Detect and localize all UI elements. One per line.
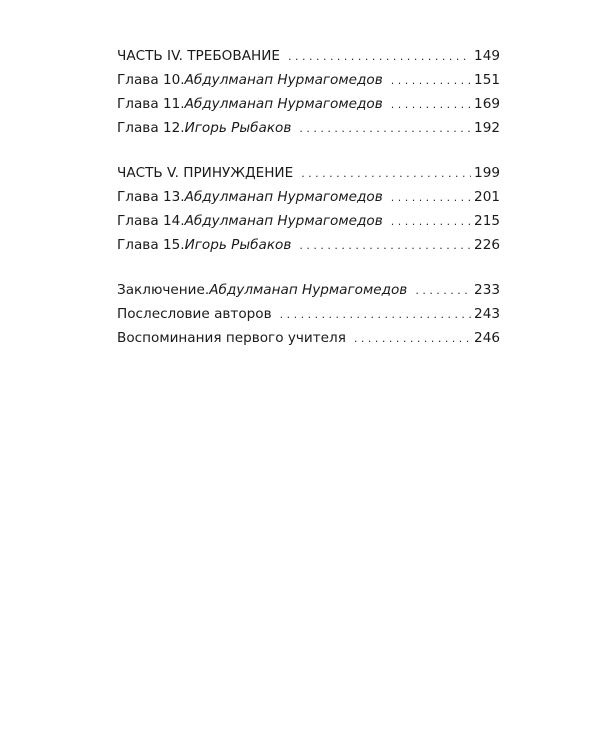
toc-entry-chapter-12 xyxy=(117,116,500,140)
dot-leader xyxy=(299,234,471,258)
toc-page-number: 149 xyxy=(474,48,500,64)
toc-entry-title: Глава 15. xyxy=(117,237,185,253)
dot-leader xyxy=(301,162,471,186)
toc-page-number: 246 xyxy=(474,330,500,346)
dot-leader xyxy=(391,186,471,210)
dot-leader xyxy=(415,279,471,303)
dot-leader xyxy=(280,303,471,327)
toc-page-number: 233 xyxy=(474,282,500,298)
toc-section-part-5 xyxy=(117,161,500,257)
toc-page-number: 199 xyxy=(474,165,500,181)
toc-entry-title: ЧАСТЬ IV. ТРЕБОВАНИЕ xyxy=(117,48,280,64)
toc-page-number: 192 xyxy=(474,120,500,136)
toc-entry-author: Абдулманап Нурмагомедов xyxy=(184,72,383,88)
dot-leader xyxy=(299,117,471,141)
toc-entry-author: Абдулманап Нурмагомедов xyxy=(209,282,408,298)
toc-entry-author: Абдулманап Нурмагомедов xyxy=(184,189,383,205)
toc-entry-title: Глава 10. xyxy=(117,72,185,88)
toc-entry-chapter-10 xyxy=(117,68,500,92)
toc-entry-author: Игорь Рыбаков xyxy=(184,237,292,253)
toc-entry-afterword xyxy=(117,302,500,326)
table-of-contents xyxy=(117,44,500,371)
toc-entry-chapter-15 xyxy=(117,233,500,257)
toc-entry-title: Послесловие авторов xyxy=(117,306,272,322)
dot-leader xyxy=(391,210,471,234)
toc-entry-conclusion xyxy=(117,278,500,302)
toc-entry-title: Глава 11. xyxy=(117,96,185,112)
toc-entry-title: Глава 12. xyxy=(117,120,185,136)
toc-entry-title: Воспоминания первого учителя xyxy=(117,330,346,346)
toc-page-number: 169 xyxy=(474,96,500,112)
toc-page-number: 243 xyxy=(474,306,500,322)
dot-leader xyxy=(354,327,471,351)
toc-entry-title: Заключение. xyxy=(117,282,210,298)
dot-leader xyxy=(288,45,471,69)
toc-page-number: 215 xyxy=(474,213,500,229)
dot-leader xyxy=(391,69,471,93)
toc-entry-author: Игорь Рыбаков xyxy=(184,120,292,136)
toc-entry-memories xyxy=(117,326,500,350)
toc-entry-part-5 xyxy=(117,161,500,185)
toc-entry-chapter-14 xyxy=(117,209,500,233)
toc-page-number: 151 xyxy=(474,72,500,88)
toc-entry-title: ЧАСТЬ V. ПРИНУЖДЕНИЕ xyxy=(117,165,294,181)
toc-entry-part-4 xyxy=(117,44,500,68)
dot-leader xyxy=(391,93,471,117)
toc-entry-author: Абдулманап Нурмагомедов xyxy=(184,213,383,229)
toc-entry-chapter-11 xyxy=(117,92,500,116)
toc-entry-chapter-13 xyxy=(117,185,500,209)
toc-entry-author: Абдулманап Нурмагомедов xyxy=(184,96,383,112)
toc-page-number: 201 xyxy=(474,189,500,205)
toc-entry-title: Глава 13. xyxy=(117,189,185,205)
toc-section-closing xyxy=(117,278,500,350)
toc-section-part-4 xyxy=(117,44,500,140)
toc-entry-title: Глава 14. xyxy=(117,213,185,229)
toc-page-number: 226 xyxy=(474,237,500,253)
